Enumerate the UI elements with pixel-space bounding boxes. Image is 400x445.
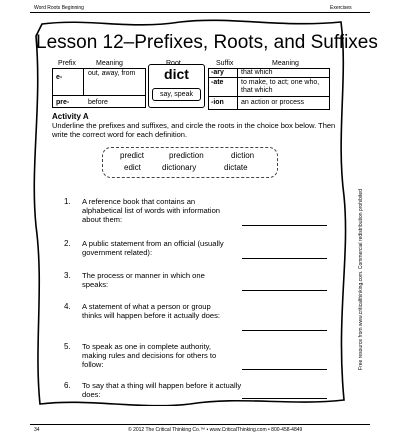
- prefix-pre: pre-: [56, 99, 70, 106]
- answer-line-4[interactable]: [242, 330, 327, 331]
- root-meaning: say, speak: [152, 88, 201, 101]
- prefix-pre-meaning: before: [88, 99, 108, 106]
- suffix-row-divider-1: [208, 77, 330, 78]
- question-3-number: 3.: [64, 271, 71, 280]
- suffix-ion-meaning: an action or process: [241, 99, 305, 106]
- question-1-number: 1.: [64, 197, 71, 206]
- answer-line-5[interactable]: [242, 369, 327, 370]
- root-word: dict: [164, 66, 189, 82]
- question-6-number: 6.: [64, 381, 71, 390]
- prefix-e: e-: [56, 74, 63, 81]
- suffix-ary: -ary: [211, 69, 224, 76]
- choice-dictionary: dictionary: [162, 163, 197, 172]
- prefix-meaning-header: Meaning: [96, 60, 123, 67]
- prefix-row-divider: [84, 95, 146, 96]
- header-rule: [30, 12, 370, 13]
- question-5-text: To speak as one in complete authority, making rules and decisions for others to follow:: [82, 342, 217, 369]
- lesson-title: Lesson 12–Prefixes, Roots, and Suffixes: [36, 32, 378, 53]
- prefix-e-meaning: out, away, from: [88, 70, 136, 77]
- side-copyright-note: Free resource from www.criticalthinking.com. Commercial redistribution prohibited: [358, 189, 364, 370]
- question-5-number: 5.: [64, 342, 71, 351]
- activity-title: Activity A: [52, 112, 89, 121]
- question-3-text: The process or manner in which one speaks:: [82, 271, 205, 289]
- page-header: [0, 0, 400, 12]
- choice-predict: predict: [120, 151, 145, 160]
- choice-edict: edict: [124, 163, 141, 172]
- prefix-cell-divider: [52, 68, 84, 96]
- question-6-text: To say that a thing will happen before it actually does:: [82, 381, 242, 399]
- suffix-ate: -ate: [211, 79, 224, 86]
- answer-line-6[interactable]: [242, 398, 327, 399]
- footer-rule: [30, 424, 370, 425]
- root-header: Root: [166, 60, 181, 67]
- footer-copyright: © 2012 The Critical Thinking Co.™ • www.CriticalThinking.com • 800-458-4849: [128, 427, 303, 433]
- suffix-ion: -ion: [211, 99, 224, 106]
- suffix-ate-meaning: to make, to act; one who, that which: [241, 79, 320, 94]
- question-1-text: A reference book that contains an alphabetical list of words with information about them:: [82, 197, 221, 224]
- answer-line-2[interactable]: [242, 258, 327, 259]
- prefix-header: Prefix: [58, 60, 76, 67]
- question-2-text: A public statement from an official (usually government related):: [82, 239, 224, 257]
- question-4-text: A statement of what a person or group thinks will happen before it actually does:: [82, 302, 221, 320]
- page-number: 34: [34, 427, 40, 433]
- question-2-number: 2.: [64, 239, 71, 248]
- header-section: Exercises: [330, 5, 352, 11]
- activity-instructions: Underline the prefixes and suffixes, and circle the roots in the choice box below. Then write the correct word for each definition.: [52, 121, 336, 139]
- header-book-title: Word Roots Beginning: [34, 5, 84, 11]
- suffix-row-divider-2: [208, 96, 330, 97]
- question-4-number: 4.: [64, 302, 71, 311]
- answer-line-3[interactable]: [242, 290, 327, 291]
- choice-dictate: dictate: [224, 163, 248, 172]
- answer-line-1[interactable]: [242, 225, 327, 226]
- suffix-meaning-header: Meaning: [272, 60, 299, 67]
- choice-diction: diction: [231, 151, 255, 160]
- choice-prediction: prediction: [169, 151, 204, 160]
- suffix-header: Suffix: [216, 60, 234, 67]
- suffix-ary-meaning: that which: [241, 69, 273, 76]
